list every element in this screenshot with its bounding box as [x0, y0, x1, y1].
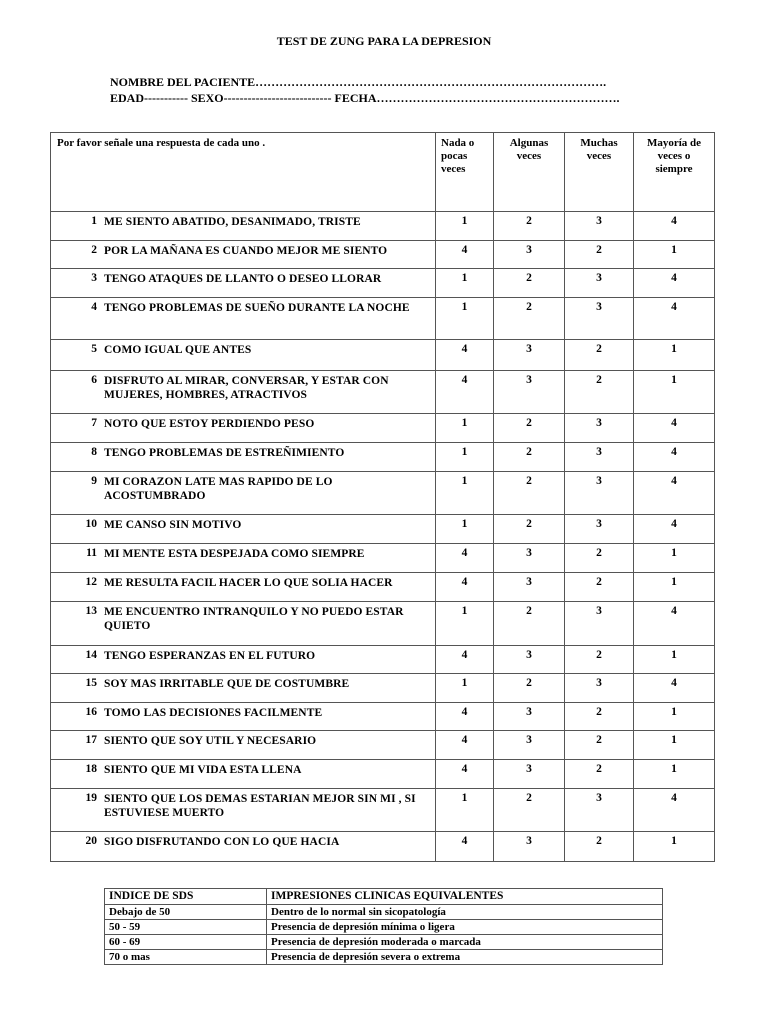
- score-cell[interactable]: 4: [634, 414, 715, 443]
- score-cell[interactable]: 2: [494, 472, 565, 515]
- score-cell[interactable]: 3: [565, 414, 634, 443]
- question-cell: [51, 674, 436, 703]
- option-header-line: Muchas: [580, 137, 618, 149]
- question-text: SIENTO QUE SOY UTIL Y NECESARIO: [104, 735, 317, 747]
- question-text: POR LA MAÑANA ES CUANDO MEJOR ME SIENTO: [104, 245, 388, 257]
- score-cell[interactable]: 1: [634, 646, 715, 674]
- score-cell[interactable]: 4: [436, 241, 494, 269]
- question-text: MI MENTE ESTA DESPEJADA COMO SIEMPRE: [104, 548, 365, 560]
- score-cell[interactable]: 2: [565, 832, 634, 862]
- option-header: [634, 133, 715, 212]
- score-cell[interactable]: 4: [436, 573, 494, 602]
- question-row: [51, 832, 715, 862]
- question-number: 12: [85, 576, 97, 588]
- score-cell[interactable]: 4: [436, 731, 494, 760]
- score-cell[interactable]: 3: [565, 443, 634, 472]
- question-text: MI CORAZON LATE MAS RAPIDO DE LO ACOSTUMBRADO: [104, 476, 333, 502]
- sds-range: 60 - 69: [105, 935, 267, 950]
- question-number: 6: [91, 374, 97, 386]
- question-text: ME CANSO SIN MOTIVO: [104, 519, 242, 531]
- question-cell: [51, 789, 436, 832]
- option-header-line: Algunas: [509, 137, 549, 149]
- sds-row: [105, 935, 663, 950]
- score-cell[interactable]: 1: [634, 832, 715, 862]
- option-header: [436, 133, 494, 212]
- instruction-text: Por favor señale una respuesta de cada uno .: [51, 133, 436, 212]
- question-number: 14: [85, 649, 97, 661]
- question-row: [51, 544, 715, 573]
- clinical-impression: Presencia de depresión severa o extrema: [267, 950, 663, 965]
- score-cell[interactable]: 4: [634, 515, 715, 544]
- clinical-impression: Dentro de lo normal sin sicopatología: [267, 905, 663, 920]
- question-number: 4: [91, 301, 97, 313]
- score-cell[interactable]: 2: [565, 703, 634, 731]
- option-header-line: veces: [441, 163, 466, 175]
- question-cell: [51, 646, 436, 674]
- score-cell[interactable]: 1: [436, 472, 494, 515]
- score-cell[interactable]: 1: [634, 573, 715, 602]
- question-text: DISFRUTO AL MIRAR, CONVERSAR, Y ESTAR CON MUJERES, HOMBRES, ATRACTIVOS: [104, 375, 389, 401]
- score-cell[interactable]: 4: [634, 298, 715, 340]
- question-row: [51, 703, 715, 731]
- score-cell[interactable]: 2: [494, 602, 565, 646]
- sds-range: 70 o mas: [105, 950, 267, 965]
- question-text: TOMO LAS DECISIONES FACILMENTE: [104, 707, 323, 719]
- score-cell[interactable]: 4: [436, 371, 494, 414]
- score-cell[interactable]: 2: [565, 573, 634, 602]
- score-cell[interactable]: 2: [494, 269, 565, 298]
- score-cell[interactable]: 3: [494, 340, 565, 371]
- question-row: [51, 789, 715, 832]
- question-text: ME RESULTA FACIL HACER LO QUE SOLIA HACER: [104, 577, 393, 589]
- sds-row: [105, 950, 663, 965]
- score-cell[interactable]: 1: [436, 674, 494, 703]
- sds-row: [105, 905, 663, 920]
- question-cell: [51, 731, 436, 760]
- sds-range: 50 - 59: [105, 920, 267, 935]
- score-cell[interactable]: 4: [634, 674, 715, 703]
- score-cell[interactable]: 2: [565, 371, 634, 414]
- question-row: [51, 298, 715, 340]
- score-cell[interactable]: 4: [436, 703, 494, 731]
- score-cell[interactable]: 3: [565, 674, 634, 703]
- question-cell: [51, 298, 436, 340]
- question-row: [51, 269, 715, 298]
- question-row: [51, 472, 715, 515]
- question-number: 17: [85, 734, 97, 746]
- question-cell: [51, 443, 436, 472]
- score-cell[interactable]: 2: [494, 298, 565, 340]
- question-number: 3: [91, 272, 97, 284]
- option-header-line: Mayoría de: [646, 137, 702, 149]
- question-number: 19: [85, 792, 97, 804]
- score-cell[interactable]: 1: [436, 789, 494, 832]
- score-cell[interactable]: 3: [565, 472, 634, 515]
- score-cell[interactable]: 1: [634, 241, 715, 269]
- question-text: SIGO DISFRUTANDO CON LO QUE HACIA: [104, 836, 340, 848]
- score-cell[interactable]: 4: [436, 340, 494, 371]
- score-cell[interactable]: 4: [436, 760, 494, 789]
- score-cell[interactable]: 2: [494, 674, 565, 703]
- clinical-impression: IMPRESIONES CLINICAS EQUIVALENTES: [267, 889, 663, 905]
- clinical-impression: Presencia de depresión moderada o marcada: [267, 935, 663, 950]
- question-row: [51, 760, 715, 789]
- question-number: 11: [86, 547, 97, 559]
- score-cell[interactable]: 2: [565, 760, 634, 789]
- score-cell[interactable]: 4: [634, 789, 715, 832]
- question-number: 5: [91, 343, 97, 355]
- score-cell[interactable]: 3: [494, 241, 565, 269]
- question-number: 10: [85, 518, 97, 530]
- score-cell[interactable]: 3: [565, 298, 634, 340]
- score-cell[interactable]: 2: [565, 340, 634, 371]
- score-cell[interactable]: 2: [494, 515, 565, 544]
- patient-name-line: NOMBRE DEL PACIENTE…………………………………………………………………………….: [110, 75, 607, 89]
- option-header: [565, 133, 634, 212]
- question-cell: [51, 212, 436, 241]
- score-cell[interactable]: 4: [634, 602, 715, 646]
- option-header-line: veces: [586, 150, 612, 162]
- score-cell[interactable]: 4: [436, 544, 494, 573]
- question-row: [51, 371, 715, 414]
- score-cell[interactable]: 3: [565, 789, 634, 832]
- score-cell[interactable]: 3: [494, 731, 565, 760]
- question-cell: [51, 269, 436, 298]
- score-cell[interactable]: 2: [565, 731, 634, 760]
- question-number: 2: [91, 244, 97, 256]
- score-cell[interactable]: 1: [436, 515, 494, 544]
- question-row: [51, 340, 715, 371]
- question-row: [51, 515, 715, 544]
- question-number: 7: [91, 417, 97, 429]
- score-cell[interactable]: 3: [565, 269, 634, 298]
- score-cell[interactable]: 4: [436, 646, 494, 674]
- question-text: COMO IGUAL QUE ANTES: [104, 344, 252, 356]
- score-cell[interactable]: 3: [494, 573, 565, 602]
- question-cell: [51, 472, 436, 515]
- option-header-line: pocas: [441, 150, 468, 162]
- sds-range: Debajo de 50: [105, 905, 267, 920]
- question-number: 13: [85, 605, 97, 617]
- score-cell[interactable]: 2: [494, 443, 565, 472]
- clinical-impression: Presencia de depresión mínima o ligera: [267, 920, 663, 935]
- score-cell[interactable]: 3: [565, 515, 634, 544]
- question-number: 8: [91, 446, 97, 458]
- question-row: [51, 646, 715, 674]
- question-number: 15: [85, 677, 97, 689]
- score-cell[interactable]: 4: [634, 472, 715, 515]
- score-cell[interactable]: 3: [494, 832, 565, 862]
- score-cell[interactable]: 4: [634, 212, 715, 241]
- score-cell[interactable]: 3: [494, 646, 565, 674]
- question-row: [51, 573, 715, 602]
- question-cell: [51, 515, 436, 544]
- question-text: TENGO ESPERANZAS EN EL FUTURO: [104, 650, 316, 662]
- question-cell: [51, 544, 436, 573]
- score-cell[interactable]: 2: [565, 646, 634, 674]
- score-cell[interactable]: 2: [494, 212, 565, 241]
- question-cell: [51, 832, 436, 862]
- score-cell[interactable]: 4: [436, 832, 494, 862]
- question-row: [51, 443, 715, 472]
- score-cell[interactable]: 1: [436, 443, 494, 472]
- document-title: TEST DE ZUNG PARA LA DEPRESION: [276, 34, 492, 48]
- question-text: ME ENCUENTRO INTRANQUILO Y NO PUEDO ESTAR QUIETO: [104, 606, 404, 632]
- score-cell[interactable]: 3: [494, 544, 565, 573]
- score-cell[interactable]: 1: [634, 544, 715, 573]
- question-row: [51, 241, 715, 269]
- score-cell[interactable]: 2: [494, 789, 565, 832]
- score-cell[interactable]: 1: [436, 602, 494, 646]
- question-cell: [51, 760, 436, 789]
- score-cell[interactable]: 1: [634, 731, 715, 760]
- question-row: [51, 602, 715, 646]
- score-cell[interactable]: 1: [634, 371, 715, 414]
- question-row: [51, 212, 715, 241]
- sds-index-table: [104, 888, 663, 965]
- option-header-line: veces o: [657, 150, 691, 162]
- score-cell[interactable]: 1: [436, 298, 494, 340]
- question-number: 9: [91, 475, 97, 487]
- score-cell[interactable]: 3: [565, 212, 634, 241]
- sds-range: INDICE DE SDS: [105, 889, 267, 905]
- question-row: [51, 674, 715, 703]
- questionnaire-table: [50, 132, 715, 862]
- option-header-line: Nada o: [441, 137, 475, 149]
- question-number: 16: [85, 706, 97, 718]
- score-cell[interactable]: 1: [634, 340, 715, 371]
- question-cell: [51, 573, 436, 602]
- question-text: NOTO QUE ESTOY PERDIENDO PESO: [104, 418, 315, 430]
- question-text: SIENTO QUE LOS DEMAS ESTARIAN MEJOR SIN MI , SI ESTUVIESE MUERTO: [104, 793, 416, 819]
- score-cell[interactable]: 3: [494, 760, 565, 789]
- score-cell[interactable]: 2: [494, 414, 565, 443]
- question-text: TENGO PROBLEMAS DE SUEÑO DURANTE LA NOCHE: [104, 302, 410, 314]
- score-cell[interactable]: 4: [634, 269, 715, 298]
- question-text: TENGO PROBLEMAS DE ESTREÑIMIENTO: [104, 447, 345, 459]
- question-cell: [51, 414, 436, 443]
- score-cell[interactable]: 1: [634, 703, 715, 731]
- table-header-row: [51, 133, 715, 212]
- question-cell: [51, 602, 436, 646]
- question-text: SOY MAS IRRITABLE QUE DE COSTUMBRE: [104, 678, 350, 690]
- score-cell[interactable]: 3: [565, 602, 634, 646]
- score-cell[interactable]: 1: [634, 760, 715, 789]
- score-cell[interactable]: 3: [494, 371, 565, 414]
- score-cell[interactable]: 1: [436, 414, 494, 443]
- question-row: [51, 414, 715, 443]
- score-cell[interactable]: 2: [565, 241, 634, 269]
- score-cell[interactable]: 2: [565, 544, 634, 573]
- question-cell: [51, 241, 436, 269]
- score-cell[interactable]: 3: [494, 703, 565, 731]
- question-number: 20: [85, 835, 97, 847]
- sds-row: [105, 920, 663, 935]
- question-cell: [51, 371, 436, 414]
- score-cell[interactable]: 1: [436, 269, 494, 298]
- option-header-line: veces: [516, 150, 542, 162]
- score-cell[interactable]: 1: [436, 212, 494, 241]
- question-text: TENGO ATAQUES DE LLANTO O DESEO LLORAR: [104, 273, 382, 285]
- age-sex-date-line: EDAD----------- SEXO--------------------------- FECHA…………………………………………………….: [110, 91, 620, 105]
- option-header-line: siempre: [655, 163, 693, 175]
- question-cell: [51, 703, 436, 731]
- sds-header-row: [105, 889, 663, 905]
- question-number: 18: [85, 763, 97, 775]
- question-row: [51, 731, 715, 760]
- question-text: SIENTO QUE MI VIDA ESTA LLENA: [104, 764, 302, 776]
- question-text: ME SIENTO ABATIDO, DESANIMADO, TRISTE: [104, 216, 361, 228]
- question-number: 1: [91, 215, 97, 227]
- score-cell[interactable]: 4: [634, 443, 715, 472]
- option-header: [494, 133, 565, 212]
- question-cell: [51, 340, 436, 371]
